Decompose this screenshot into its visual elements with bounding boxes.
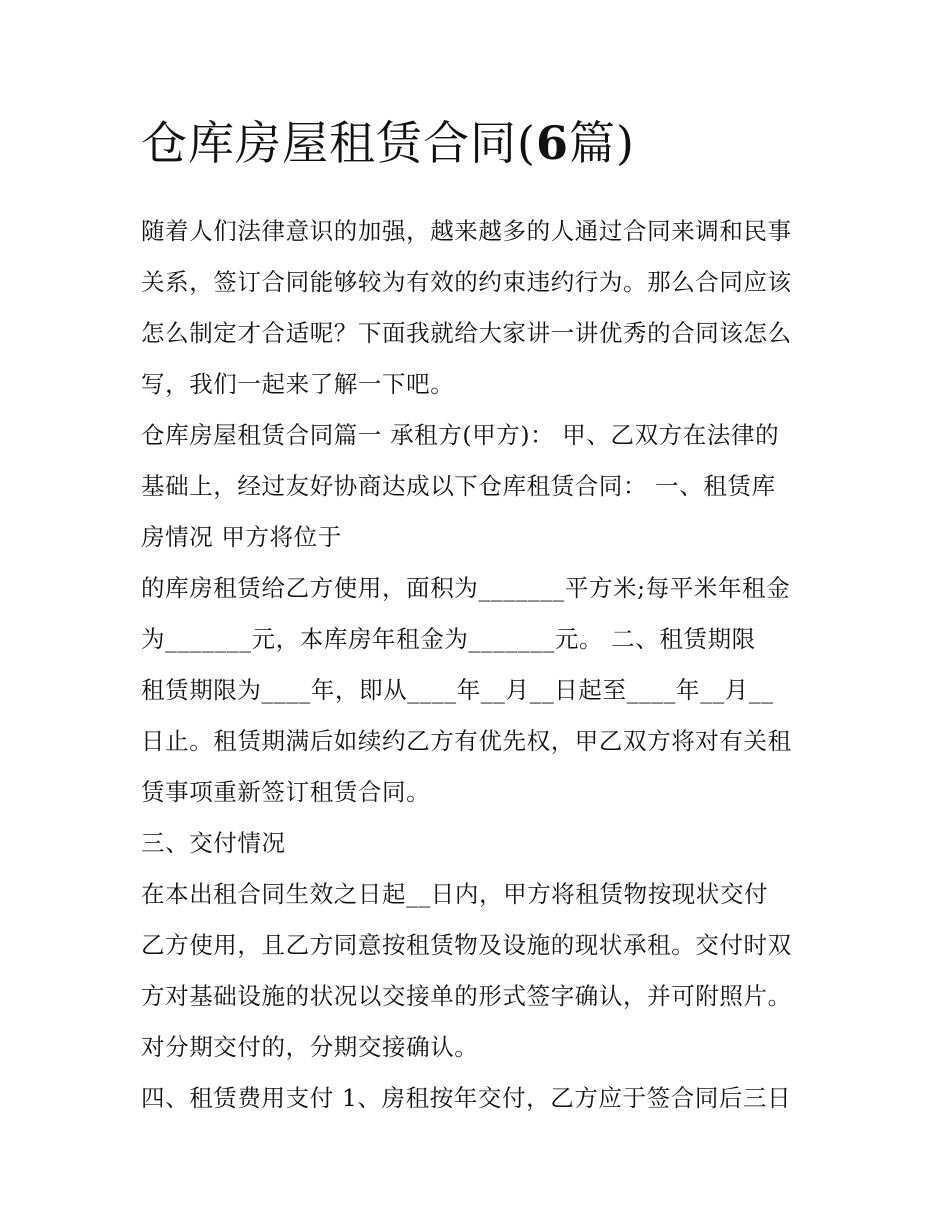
- body-line: 为_______元，本库房年租金为_______元。 二、租赁期限: [141, 625, 756, 653]
- title-prefix: 仓库房屋租赁合同(: [141, 116, 536, 170]
- body-line: 赁事项重新签订租赁合同。: [141, 778, 431, 806]
- body-line: 基础上，经过友好协商达成以下仓库租赁合同： 一、租赁库: [141, 472, 776, 500]
- section-heading: 三、交付情况: [141, 829, 286, 857]
- body-line: 写，我们一起来了解一下吧。: [141, 370, 455, 398]
- body-line: 房情况 甲方将位于: [141, 523, 342, 551]
- title-suffix: 篇): [568, 116, 635, 170]
- body-line: 的库房租赁给乙方使用，面积为_______平方米;每平米年租金: [141, 574, 791, 602]
- document-body: [141, 206, 821, 1124]
- body-line: 对分期交付的，分期交接确认。: [141, 1033, 479, 1061]
- document-page: [141, 112, 821, 1124]
- body-line: 租赁期限为____年，即从____年__月__日起至____年__月__: [141, 676, 774, 704]
- document-title: [141, 112, 821, 174]
- body-line: 四、租赁费用支付 1、房租按年交付，乙方应于签合同后三日: [141, 1084, 792, 1112]
- body-line: 怎么制定才合适呢？下面我就给大家讲一讲优秀的合同该怎么: [141, 319, 792, 347]
- body-line: 随着人们法律意识的加强，越来越多的人通过合同来调和民事: [141, 217, 792, 245]
- body-line: 在本出租合同生效之日起__日内，甲方将租赁物按现状交付: [141, 880, 769, 908]
- title-number: 6: [535, 116, 569, 170]
- body-line: 仓库房屋租赁合同篇一 承租方(甲方)： 甲、乙双方在法律的: [141, 421, 780, 449]
- body-line: 乙方使用，且乙方同意按租赁物及设施的现状承租。交付时双: [141, 931, 792, 959]
- body-line: 方对基础设施的状况以交接单的形式签字确认，并可附照片。: [141, 982, 792, 1010]
- body-line: 日止。租赁期满后如续约乙方有优先权，甲乙双方将对有关租: [141, 727, 792, 755]
- body-line: 关系，签订合同能够较为有效的约束违约行为。那么合同应该: [141, 268, 792, 296]
